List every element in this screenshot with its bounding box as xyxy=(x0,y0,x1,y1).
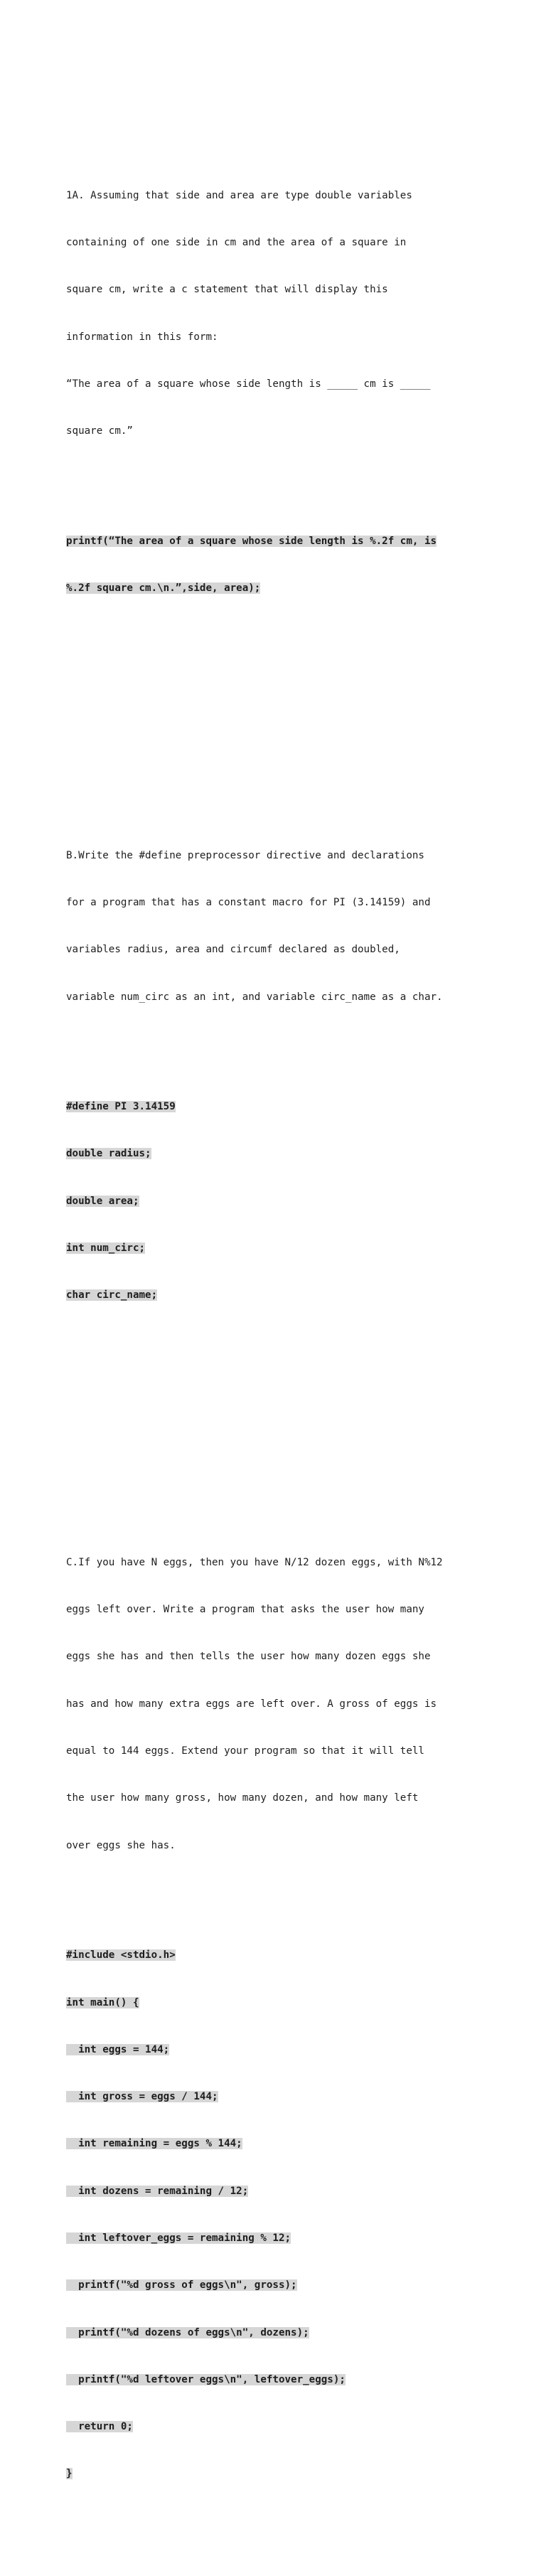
code-line: int num_circ; xyxy=(66,1242,146,1255)
code-line: printf(“The area of a square whose side length is %.2f cm, is xyxy=(66,535,437,547)
question-line: 1A. Assuming that side and area are type double variables xyxy=(66,189,412,201)
section-c xyxy=(66,1492,493,2545)
blank-line xyxy=(66,1413,493,1429)
code-line: printf("%d dozens of eggs\n", dozens); xyxy=(66,2326,309,2338)
section-b xyxy=(66,784,493,1366)
section-b-answer xyxy=(66,1068,493,1335)
code-line: double radius; xyxy=(66,1148,151,1160)
section-c-answer xyxy=(66,1916,493,2513)
code-line: } xyxy=(66,2468,73,2480)
section-a-answer xyxy=(66,502,493,628)
question-line: C.If you have N eggs, then you have N/12 dozen eggs, with N%12 xyxy=(66,1556,443,1568)
question-line: for a program that has a constant macro for PI (3.14159) and xyxy=(66,896,431,908)
document-page xyxy=(66,62,493,2576)
code-line: char circ_name; xyxy=(66,1289,158,1302)
question-line: variable num_circ as an int, and variable circ_name as a char. xyxy=(66,991,443,1003)
section-b-question xyxy=(66,816,493,1036)
code-line: #include <stdio.h> xyxy=(66,1949,176,1962)
question-line: B.Write the #define preprocessor directive and declarations xyxy=(66,849,424,861)
blank-line xyxy=(66,706,493,722)
code-line: #define PI 3.14159 xyxy=(66,1101,176,1113)
question-line: equal to 144 eggs. Extend your program so that it will tell xyxy=(66,1745,424,1757)
code-line: int leftover_eggs = remaining % 12; xyxy=(66,2232,291,2244)
question-line: over eggs she has. xyxy=(66,1839,176,1851)
question-line: has and how many extra eggs are left over. A gross of eggs is xyxy=(66,1698,437,1710)
question-line: eggs she has and then tells the user how many dozen eggs she xyxy=(66,1651,431,1663)
question-line: square cm.” xyxy=(66,425,133,437)
question-line: variables radius, area and circumf declared as doubled, xyxy=(66,944,400,956)
code-line: int eggs = 144; xyxy=(66,2043,170,2055)
code-line: printf("%d leftover eggs\n", leftover_eggs); xyxy=(66,2373,346,2385)
question-line: information in this form: xyxy=(66,331,218,343)
code-line: return 0; xyxy=(66,2421,133,2433)
question-line: square cm, write a c statement that will display this xyxy=(66,284,388,296)
section-a xyxy=(66,124,493,659)
question-line: the user how many gross, how many dozen, and how many left xyxy=(66,1792,419,1804)
section-a-question xyxy=(66,156,493,471)
question-line: “The area of a square whose side length is _____ cm is _____ xyxy=(66,378,431,390)
code-line: %.2f square cm.\n.”,side, area); xyxy=(66,582,261,595)
code-line: double area; xyxy=(66,1195,139,1207)
code-line: int remaining = eggs % 144; xyxy=(66,2138,242,2150)
question-line: containing of one side in cm and the area of a square in xyxy=(66,237,407,249)
code-line: int main() { xyxy=(66,1996,139,2008)
section-c-question xyxy=(66,1523,493,1885)
code-line: int dozens = remaining / 12; xyxy=(66,2185,249,2197)
question-line: eggs left over. Write a program that asks the user how many xyxy=(66,1604,424,1616)
code-line: int gross = eggs / 144; xyxy=(66,2091,218,2103)
code-line: printf("%d gross of eggs\n", gross); xyxy=(66,2279,297,2292)
